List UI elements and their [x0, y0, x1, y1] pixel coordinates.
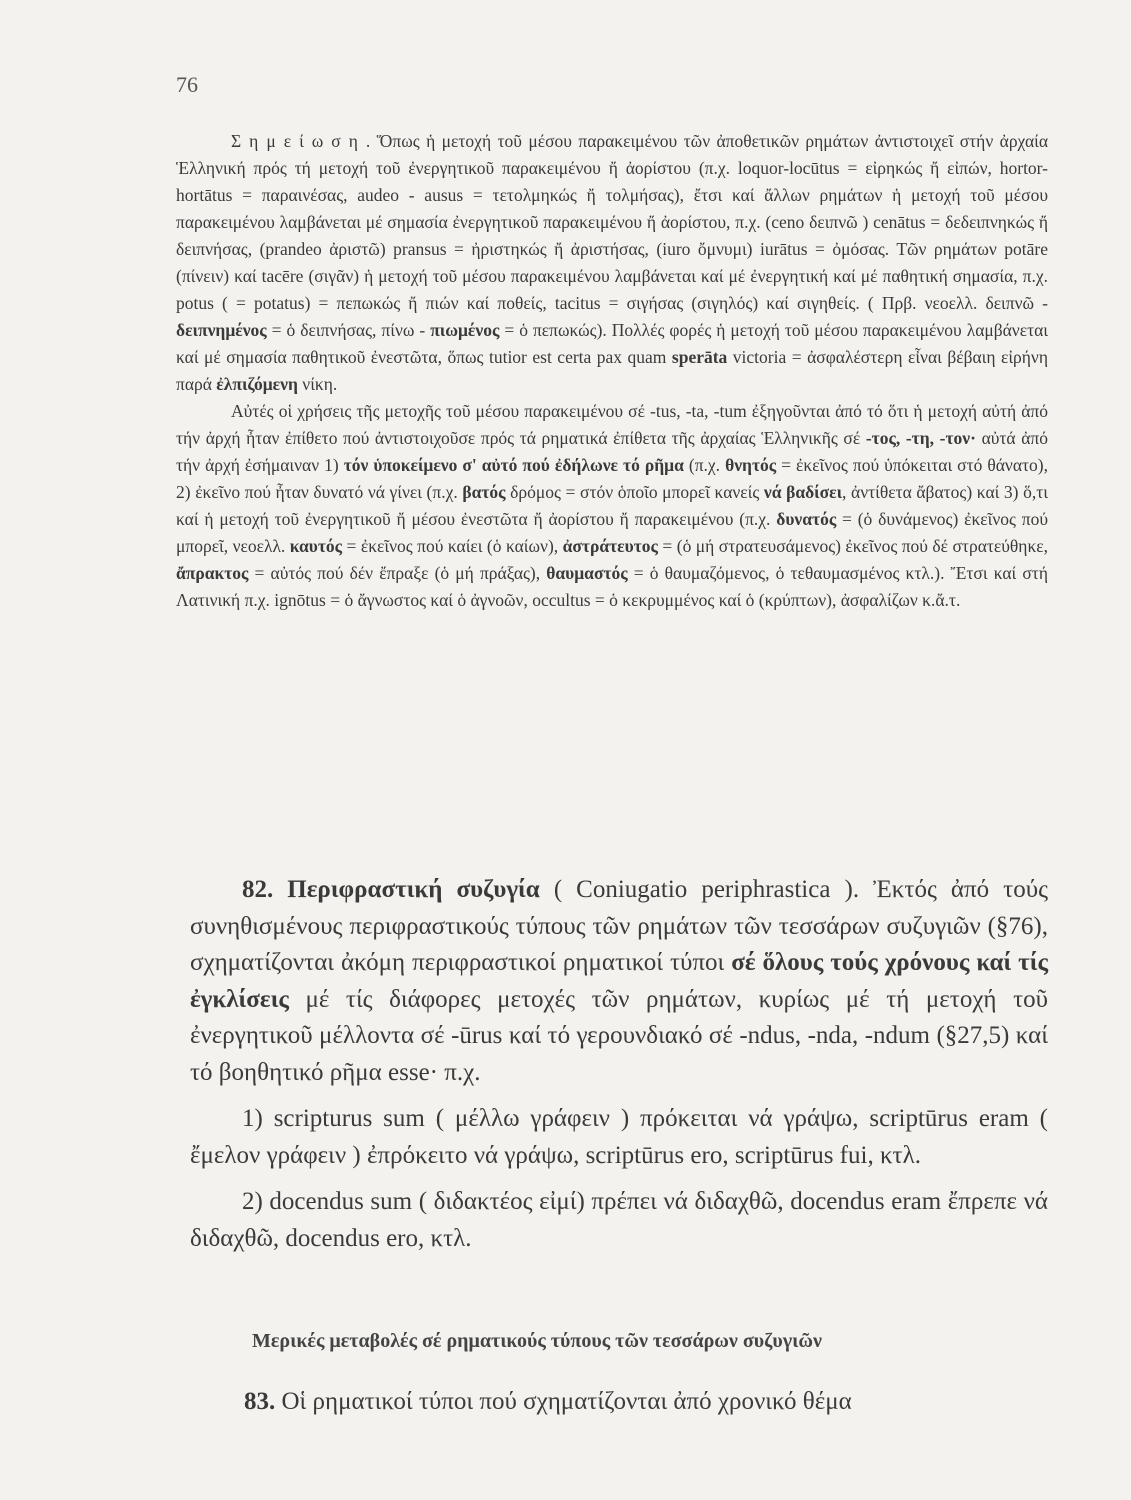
note-label: Σημείωση [231, 131, 366, 151]
section-82-intro: 82. Περιφραστική συζυγία ( Coniugatio periphrastica ). Ἐκτός ἀπό τούς συνηθισμένους περιφραστικούς τύπους τῶν ρημάτων τῶν τεσσάρων συζυγιῶν (§76), σχηματίζονται ἀκόμη περιφραστικοί ρηματικοί τύποι σέ ὅλους τούς χρόνους καί τίς ἐγκλίσεις μέ τίς διάφορες μετοχές τῶν ρημάτων, κυρίως μέ τή μετοχή τοῦ ἐνεργητικοῦ μέλλοντα σέ -ūrus καί τό γερουνδιακό σέ -ndus, -nda, -ndum (§27,5) καί τό βοηθητικό ρῆμα esse· π.χ. [190, 876, 1048, 1086]
note-paragraph-1: Σημείωση. Ὅπως ἡ μετοχή τοῦ μέσου παρακειμένου τῶν ἀποθετικῶν ρημάτων ἀντιστοιχεῖ στήν ἀρχαία Ἑλληνική πρός τή μετοχή τοῦ ἐνεργητικοῦ παρακειμένου ἤ ἀορίστου (π.χ. loquor-locūtus = εἰρηκώς ἤ εἰπών, hortor-hortātus = παραινέσας, audeo - ausus = τετολμηκώς ἤ τολμήσας), ἔτσι καί ἄλλων ρημάτων ἡ μετοχή τοῦ μέσου παρακειμένου λαμβάνεται μέ σημασία ἐνεργητικοῦ παρακειμένου ἤ ἀορίστου, π.χ. (ceno δειπνῶ ) cenātus = δεδειπνηκώς ἤ δειπνήσας, (prandeo ἀριστῶ) pransus = ἠριστηκώς ἤ ἀριστήσας, (iuro ὄμνυμι) iurātus = ὀμόσας. Τῶν ρημάτων potāre (πίνειν) καί tacēre (σιγᾶν) ἡ μετοχή τοῦ μέσου παρακειμένου λαμβάνεται καί μέ ἐνεργητική καί μέ παθητική σημασία, π.χ. potus ( = potatus) = πεπωκώς ἤ πιών καί ποθείς, tacitus = σιγήσας (σιγηλός) καί σιγηθείς. ( Πρβ. νεοελλ. δειπνῶ - δειπνημένος = ὁ δειπνήσας, πίνω - πιωμένος = ὁ πεπωκώς). Πολλές φορές ἡ μετοχή τοῦ μέσου παρακειμένου λαμβάνεται καί μέ σημασία παθητικοῦ ἐνεστῶτα, ὅπως tutior est certa pax quam sperāta victoria = ἀσφαλέστερη εἶναι βέβαιη εἰρήνη παρά ἐλπιζόμενη νίκη. [176, 131, 1048, 394]
section-83 [244, 1384, 1048, 1420]
note-paragraph-2: Αὐτές οἱ χρήσεις τῆς μετοχῆς τοῦ μέσου παρακειμένου σέ -tus, -ta, -tum ἐξηγοῦνται ἀπό τό ὅτι ἡ μετοχή αὐτή ἀπό τήν ἀρχή ἦταν ἐπίθετο πού ἀντιστοιχοῦσε πρός τά ρηματικά ἐπίθετα τῆς ἀρχαίας Ἑλληνικῆς σέ -τος, -τη, -τον· αὐτά ἀπό τήν ἀρχή ἐσήμαιναν 1) τόν ὑποκείμενο σ' αὐτό πού ἐδήλωνε τό ρῆμα (π.χ. θνητός = ἐκεῖνος πού ὑπόκειται στό θάνατο), 2) ἐκεῖνο πού ἦταν δυνατό νά γίνει (π.χ. βατός δρόμος = στόν ὁποῖο μπορεῖ κανείς νά βαδίσει, ἀντίθετα ἄβατος) καί 3) ὅ,τι καί ἡ μετοχή τοῦ ἐνεργητικοῦ ἤ μέσου ἐνεστῶτα ἤ ἀορίστου ἤ παρακειμένου (π.χ. δυνατός = (ὁ δυνάμενος) ἐκεῖνος πού μπορεῖ, νεοελλ. καυτός = ἐκεῖνος πού καίει (ὁ καίων), ἀστράτευτος = (ὁ μή στρατευσάμενος) ἐκεῖνος πού δέ στρατεύθηκε, ἄπρακτος = αὐτός πού δέν ἔπραξε (ὁ μή πράξας), θαυμαστός = ὁ θαυμαζόμενος, ὁ τεθαυμασμένος κτλ.). Ἔτσι καί στή Λατινική π.χ. ignōtus = ὁ ἄγνωστος καί ὁ ἀγνοῶν, occultus = ὁ κεκρυμμένος καί ὁ (κρύπτων), ἀσφαλίζων κ.ἄ.τ. [176, 401, 1048, 610]
page-number: 76 [176, 72, 198, 97]
section-83-number: 83. [244, 1388, 276, 1415]
example-1: 1) scripturus sum ( μέλλω γράφειν ) πρόκειται νά γράψω, scriptūrus eram ( ἔμελον γράφειν ) ἐπρόκειτο νά γράψω, scriptūrus ero, scriptūrus fui, κτλ. [190, 1105, 1048, 1169]
section-82-number: 82. [242, 876, 274, 903]
section-82 [190, 872, 1048, 1257]
example-2: 2) docendus sum ( διδακτέος εἰμί) πρέπει νά διδαχθῶ, docendus eram ἔπρεπε νά διδαχθῶ, docendus ero, κτλ. [190, 1188, 1048, 1252]
section-82-title: Περιφραστική συζυγία [287, 876, 540, 903]
subheading: Μερικές μεταβολές σέ ρηματικούς τύπους τῶν τεσσάρων συζυγιῶν [252, 1330, 822, 1352]
section-83-text: Οἱ ρηματικοί τύποι πού σχηματίζονται ἀπό χρονικό θέμα [275, 1388, 852, 1415]
note-block [176, 128, 1048, 614]
